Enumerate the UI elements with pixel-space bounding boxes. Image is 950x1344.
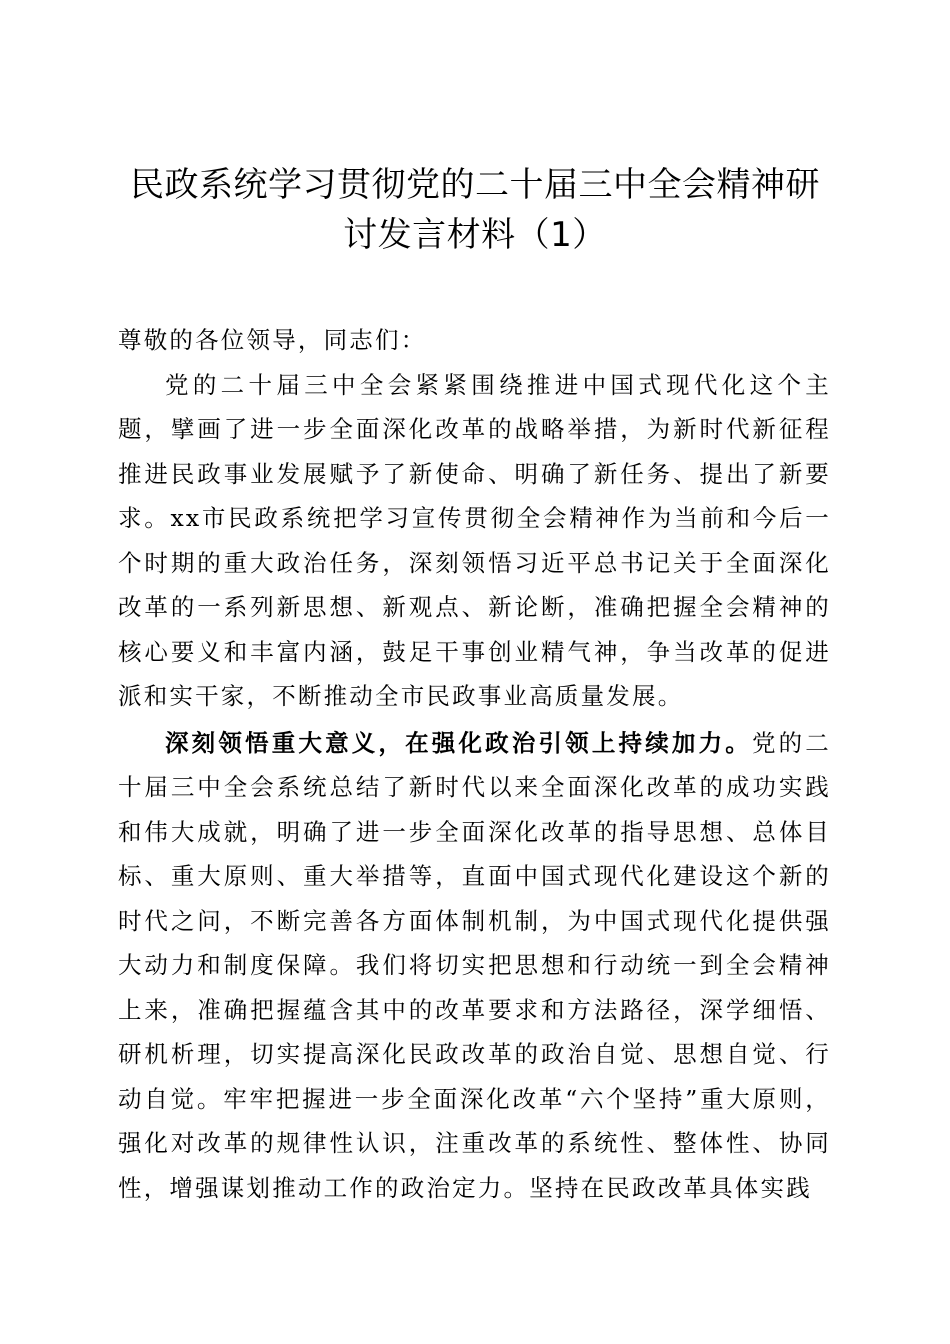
title-line-2: 讨发言材料（1） <box>343 215 607 255</box>
paragraph-1: 党的二十届三中全会紧紧围绕推进中国式现代化这个主题，擘画了进一步全面深化改革的战略举措，为新时代新征程推进民政事业发展赋予了新使命、明确了新任务、提出了新要求。xx市民政系统把学习宣传贯彻全会精神作为当前和今后一个时期的重大政治任务，深刻领悟习近平总书记关于全面深化改革的一系列新思想、新观点、新论断，准确把握全会精神的核心要义和丰富内涵，鼓足干事创业精气神，争当改革的促进派和实干家，不断推动全市民政事业高质量发展。 <box>118 370 831 710</box>
document-body <box>118 318 831 1210</box>
paragraph-2 <box>118 721 831 1211</box>
document-title <box>100 160 850 260</box>
paragraph-2-lead: 深刻领悟重大意义，在强化政治引领上持续加力。 <box>165 728 752 757</box>
title-line-1: 民政系统学习贯彻党的二十届三中全会精神研 <box>130 165 820 205</box>
salutation: 尊敬的各位领导，同志们： <box>118 326 427 354</box>
paragraph-2-body: 党的二十届三中全会系统总结了新时代以来全面深化改革的成功实践和伟大成就，明确了进一步全面深化改革的指导思想、总体目标、重大原则、重大举措等，直面中国式现代化建设这个新的时代之问，不断完善各方面体制机制，为中国式现代化提供强大动力和制度保障。我们将切实把思想和行动统一到全会精神上来，准确把握蕴含其中的改革要求和方法路径，深学细悟、研机析理，切实提高深化民政改革的政治自觉、思想自觉、行动自觉。牢牢把握进一步全面深化改革“六个坚持”重大原则，强化对改革的规律性认识，注重改革的系统性、整体性、协同性，增强谋划推动工作的政治定力。坚持在民政改革具体实践 <box>118 728 831 1202</box>
